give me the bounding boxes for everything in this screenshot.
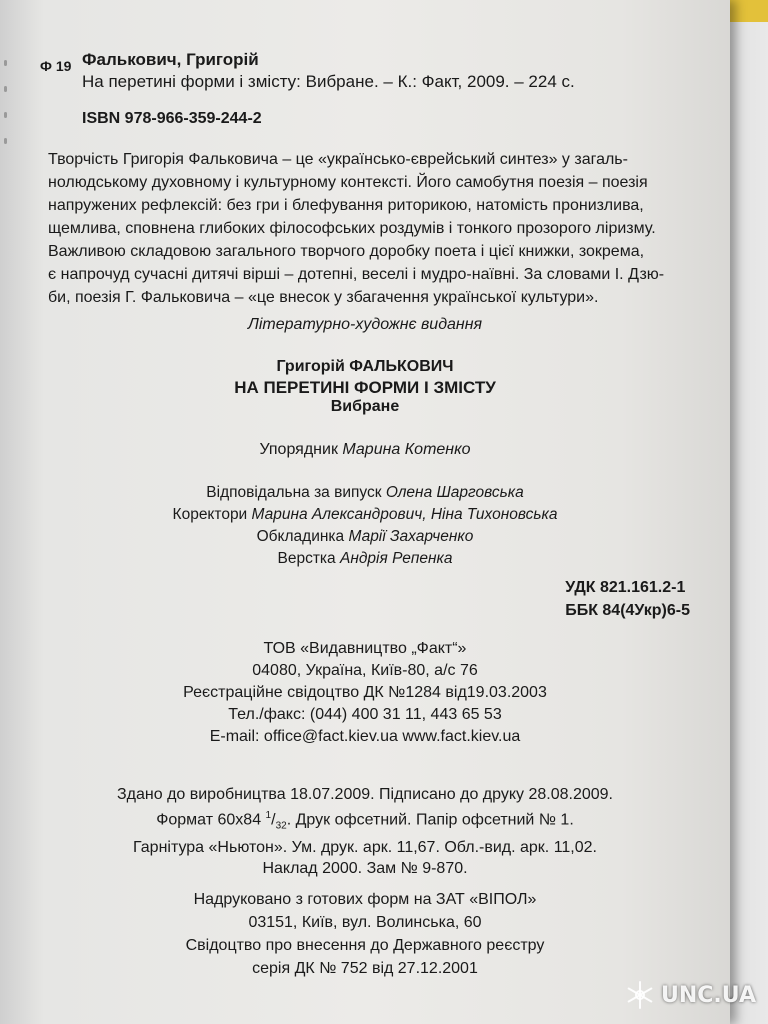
credit-name: Марії Захарченко — [348, 528, 474, 545]
publisher-line: Тел./факс: (044) 400 31 11, 443 65 53 — [228, 706, 502, 723]
production-line: Наклад 2000. Зам № 9-870. — [262, 859, 468, 877]
format-fraction-numerator: 1 — [265, 810, 272, 821]
printer-line: Свідоцтво про внесення до Державного реєстру — [185, 937, 545, 954]
credit-name: Олена Шарговська — [385, 484, 524, 501]
credits — [0, 482, 730, 570]
production-format-line: Формат 60х84 $^1/_{32}$. Друк офсетний. Папір офсетний № 1. — [156, 810, 574, 832]
credit-line — [0, 482, 730, 504]
publisher-info — [0, 638, 730, 748]
abstract-line: Творчість Григорія Фальковича – це «українсько-єврейський синтез» у загаль- — [48, 151, 628, 168]
binding-marks — [4, 60, 10, 180]
format-prefix: Формат 60х84 — [156, 811, 266, 829]
credit-name: Марина Александрович, Ніна Тихоновська — [251, 506, 558, 523]
format-suffix: . Друк офсетний. Папір офсетний № 1. — [286, 811, 574, 829]
abstract-line: напружених рефлексій: без гри і блефування риторикою, натомість пронизлива, — [48, 197, 644, 214]
format-fraction-denominator: 32 — [275, 820, 287, 832]
book-title: НА ПЕРЕТИНІ ФОРМИ І ЗМІСТУ — [234, 378, 496, 397]
production-line: Здано до виробництва 18.07.2009. Підписано до друку 28.08.2009. — [116, 786, 613, 803]
credit-label: Верстка — [277, 550, 336, 567]
bbk-code: ББК 84(4Укр)6-5 — [565, 602, 690, 619]
classification-codes — [565, 576, 690, 622]
abstract-line: Важливою складовою загального творчого доробку поета і цієї книжки, зокрема, — [48, 243, 645, 260]
publisher-line: Реєстраційне свідоцтво ДК №1284 від19.03.2003 — [183, 684, 547, 701]
abstract-line: нолюдському духовному і культурному контексті. Його самобутня поезія – поезія — [48, 174, 648, 191]
publisher-line: 04080, Україна, Київ-80, а/с 76 — [252, 662, 478, 679]
publisher-line: E-mail: office@fact.kiev.ua www.fact.kiev.ua — [209, 728, 521, 745]
printer-line: серія ДК № 752 від 27.12.2001 — [252, 960, 478, 977]
credit-line — [0, 526, 730, 548]
book-subtitle: Вибране — [330, 398, 400, 415]
production-line: Гарнітура «Ньютон». Ум. друк. арк. 11,67. Обл.-вид. арк. 11,02. — [133, 838, 597, 856]
abstract — [48, 148, 708, 309]
publisher-line: ТОВ «Видавництво „Факт“» — [263, 640, 467, 657]
credit-label: Відповідальна за випуск — [206, 484, 382, 501]
credit-label: Коректори — [172, 506, 248, 523]
printer-info — [0, 888, 730, 980]
udk-code: УДК 821.161.2-1 — [565, 579, 686, 596]
catalog-author: Фалькович, Григорій — [82, 50, 259, 69]
printer-line: 03151, Київ, вул. Волинська, 60 — [248, 914, 482, 931]
abstract-line: би, поезія Г. Фальковича – «це внесок у збагачення української культури». — [48, 289, 599, 306]
catalog-code: Ф 19 — [40, 58, 72, 74]
compiler-name: Марина Котенко — [342, 441, 471, 458]
compiler-label: Упорядник — [259, 441, 338, 458]
isbn: ISBN 978-966-359-244-2 — [82, 110, 262, 127]
credit-line — [0, 504, 730, 526]
credit-line — [0, 548, 730, 570]
abstract-line: є напрочуд сучасні дитячі вірші – дотепні, веселі і мудро-наївні. За словами І. Дзю- — [48, 266, 665, 283]
abstract-line: щемлива, сповнена глибоких філософських роздумів і тонкого прозорого ліризму. — [48, 220, 656, 237]
watermark — [625, 980, 756, 1010]
credit-name: Андрія Репенка — [339, 550, 453, 567]
snowflake-logo-icon — [625, 980, 655, 1010]
watermark-text: UNC.UA — [661, 982, 756, 1008]
production-info — [0, 784, 730, 879]
printer-line: Надруковано з готових форм на ЗАТ «ВІПОЛ» — [193, 891, 537, 908]
edition-type: Літературно-художнє видання — [247, 316, 483, 333]
book-author: Григорій ФАЛЬКОВИЧ — [276, 358, 454, 375]
catalog-bib-line: На перетині форми і змісту: Вибране. – К.: Факт, 2009. – 224 с. — [82, 72, 575, 91]
compiler-line — [0, 441, 730, 459]
credit-label: Обкладинка — [256, 528, 345, 545]
